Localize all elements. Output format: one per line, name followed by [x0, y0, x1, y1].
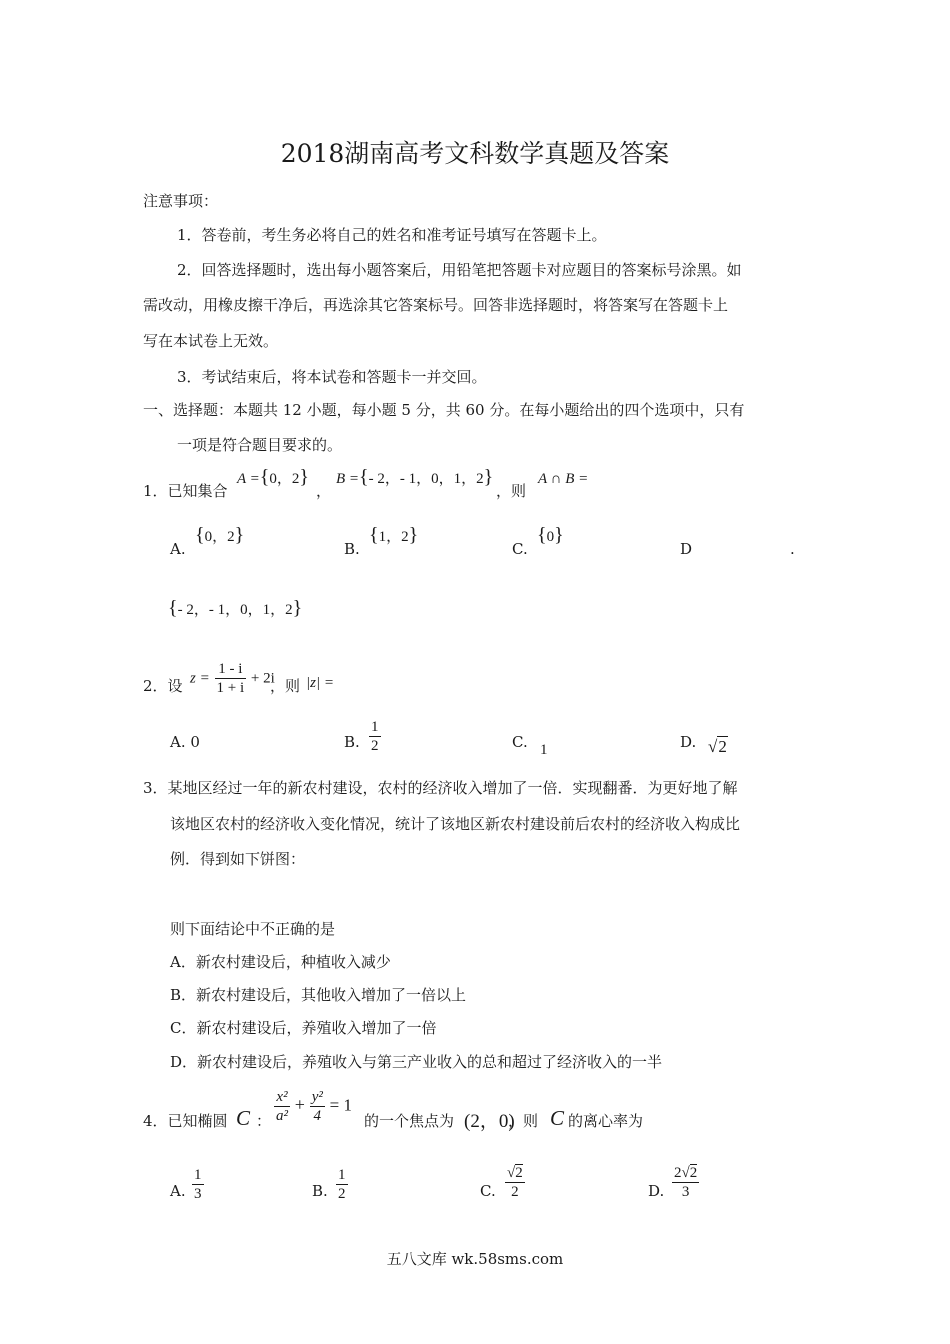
q4-option-b: $\frac{1}{2}$ — [338, 1167, 346, 1202]
page-title: 2018湖南高考文科数学真题及答案 — [280, 139, 670, 168]
q1-expression: A ∩ B = — [538, 471, 589, 487]
q3-option-b: B．新农村建设后，其他收入增加了一倍以上 — [170, 986, 467, 1004]
q1-set-a-label: A = — [237, 471, 260, 487]
q1-set-a: A ={0，2} — [237, 466, 309, 488]
q1-option-b: {1，2} — [369, 524, 419, 546]
notice-heading: 注意事项： — [143, 192, 219, 210]
q4-option-a-label: A. — [170, 1182, 186, 1200]
q4-equation: $\frac{\text{x²}}{\text{a²}}$ + $\frac{\text{y²}}{4}$ = 1 — [276, 1089, 352, 1124]
q2-plus: + 2i — [250, 670, 275, 687]
q1-option-a-label: A. — [170, 540, 186, 558]
q1-stem — [143, 480, 228, 501]
q1-option-d-label: D — [680, 540, 693, 558]
q1-option-d-dot: . — [790, 540, 795, 558]
q3-option-d: D．新农村建设后，养殖收入与第三产业收入的总和超过了经济收入的一半 — [170, 1053, 663, 1071]
notice-item-2-line-2: 需改动，用橡皮擦干净后，再选涂其它答案标号。回答非选择题时，将答案写在答题卡上 — [143, 296, 729, 314]
q3-option-a: A．新农村建设后，种植收入减少 — [170, 953, 391, 971]
q1-option-c: {0} — [537, 524, 564, 546]
q4-option-a: $\frac{1}{3}$ — [194, 1167, 202, 1202]
q3-option-c: C．新农村建设后，养殖收入增加了一倍 — [170, 1019, 437, 1037]
q4-eccentricity-text: 的离心率为 — [568, 1112, 644, 1130]
q2-option-d: √2 — [708, 737, 727, 756]
q2-option-b-label: B. — [344, 733, 360, 751]
q4-option-d-label: D. — [648, 1182, 665, 1200]
q1-option-d: {- 2，- 1，0，1，2} — [168, 597, 303, 619]
q4-colon: ： — [256, 1112, 272, 1130]
notice-item-1: 1．答卷前，考生务必将自己的姓名和准考证号填写在答题卡上。 — [177, 226, 607, 244]
q1-option-a: {0，2} — [195, 524, 245, 546]
q3-line-1: 3．某地区经过一年的新农村建设，农村的经济收入增加了一倍．实现翻番．为更好地了解 — [143, 779, 738, 797]
q2-option-c: 1 — [540, 742, 548, 758]
q2-option-b: $\frac{1}{2}$ — [371, 719, 379, 754]
q2-option-d-label: D. — [680, 733, 697, 751]
q1-prefix: 1．已知集合 — [143, 482, 228, 500]
q4-point: (2，0) — [464, 1111, 515, 1132]
q1-set-b-label: B = — [336, 471, 360, 487]
q1-set-b: B ={- 2，- 1，0，1，2} — [336, 466, 494, 488]
q2-fraction: $\frac{1 - i}{1 + i}$ — [216, 661, 245, 696]
q3-question: 则下面结论中不正确的是 — [170, 920, 336, 938]
notice-item-2-line-1: 2．回答选择题时，选出每小题答案后，用铅笔把答题卡对应题目的答案标号涂黑。如 — [177, 261, 742, 279]
notice-item-2-line-3: 写在本试卷上无效。 — [143, 332, 279, 350]
q4-then: ，则 — [508, 1112, 539, 1130]
q4-option-b-label: B. — [312, 1182, 328, 1200]
q4-option-d: $\frac{2√2}{3}$ — [674, 1165, 698, 1200]
q2-prefix: 2．设 — [143, 677, 183, 695]
q3-line-2: 该地区农村的经济收入变化情况，统计了该地区新农村建设前后农村的经济收入构成比 — [170, 815, 741, 833]
q2-option-c-label: C. — [512, 733, 528, 751]
q1-then: ，则 — [496, 482, 527, 500]
q2-option-a: A. 0 — [170, 733, 200, 751]
q4-option-c-label: C. — [480, 1182, 496, 1200]
q4-c: C — [236, 1106, 251, 1130]
q1-option-c-label: C. — [512, 540, 528, 558]
q4-focus-text: 的一个焦点为 — [364, 1112, 455, 1130]
q4-prefix: 4．已知椭圆 — [143, 1112, 228, 1130]
section-heading-line-2: 一项是符合题目要求的。 — [177, 436, 343, 454]
q4-c2: C — [550, 1106, 565, 1130]
q1-set-a-elems: 0，2 — [269, 471, 300, 487]
q3-line-3: 例．得到如下饼图： — [170, 850, 306, 868]
q2-then: ，则 — [270, 677, 301, 695]
section-heading-line-1: 一、选择题：本题共 12 小题，每小题 5 分，共 60 分。在每小题给出的四个选项中，只有 — [143, 401, 745, 419]
q2-z: z = — [190, 670, 210, 687]
q1-option-b-label: B. — [344, 540, 360, 558]
footer-watermark: 五八文库 wk.58sms.com — [386, 1250, 564, 1268]
q2-abs: |z| = — [306, 675, 334, 691]
q1-set-b-elems: - 2，- 1，0，1，2 — [368, 471, 484, 487]
q4-option-c: $\frac{√2}{2}$ — [507, 1165, 523, 1200]
notice-item-3: 3．考试结束后，将本试卷和答题卡一并交回。 — [177, 368, 487, 386]
q2-expression — [190, 660, 275, 697]
